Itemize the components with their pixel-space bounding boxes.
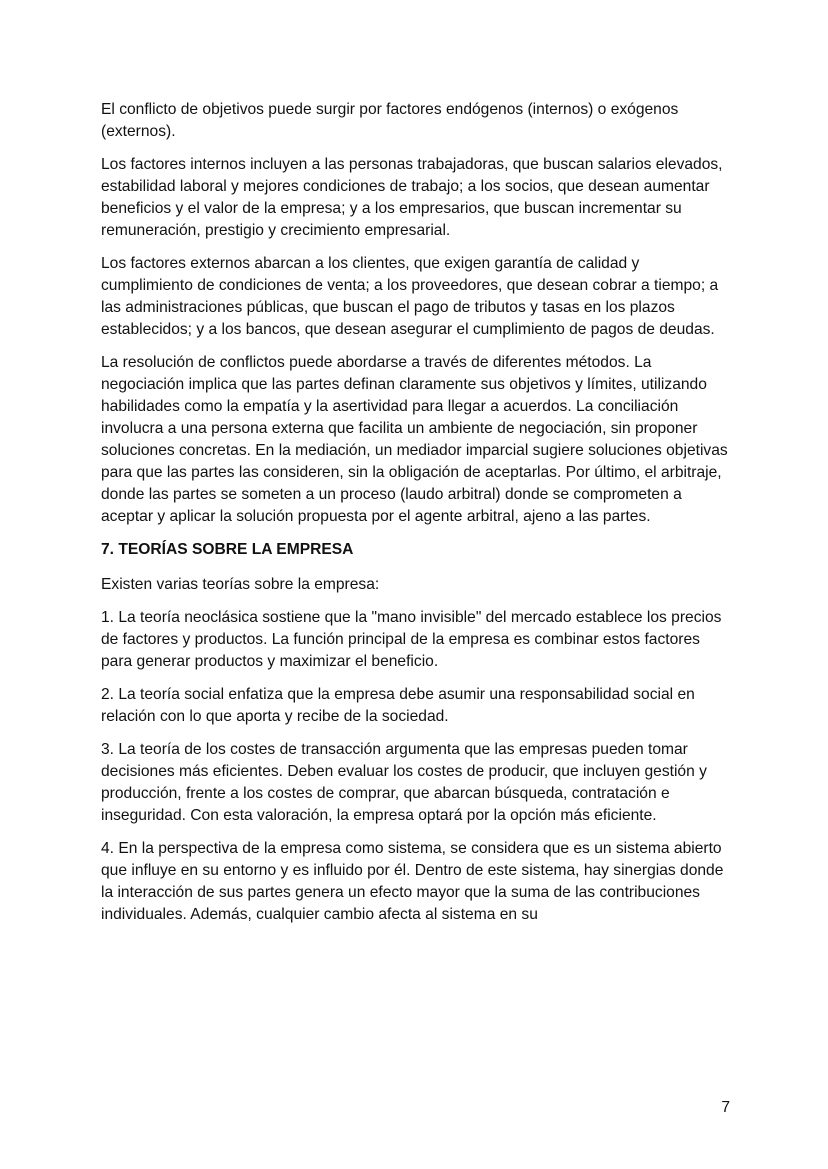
paragraph-internal-factors: Los factores internos incluyen a las personas trabajadoras, que buscan salarios elevados, estabilidad laboral y mejores condiciones de trabajo; a los socios, que desean aumentar beneficios y el valor de la empresa; y a los empresarios, que buscan incrementar su remuneración, prestigio y crecimiento empresarial. (101, 156, 723, 239)
paragraph-theory-system: 4. En la perspectiva de la empresa como sistema, se considera que es un sistema abierto que influye en su entorno y es influido por él. Dentro de este sistema, hay sinergias donde la interacción de sus partes genera un efecto mayor que la suma de las contribuciones individuales. Además, cualquier cambio afecta al sistema en su (101, 840, 724, 923)
paragraph-theories-intro: Existen varias teorías sobre la empresa: (101, 576, 380, 593)
page-content (101, 99, 731, 937)
section-heading: 7. TEORÍAS SOBRE LA EMPRESA (101, 541, 354, 558)
paragraph-external-factors: Los factores externos abarcan a los clientes, que exigen garantía de calidad y cumplimiento de condiciones de venta; a los proveedores, que desean cobrar a tiempo; a las administraciones públicas, que buscan el pago de tributos y tasas en los plazos establecidos; y a los bancos, que desean asegurar el cumplimiento de pagos de deudas. (101, 255, 719, 338)
paragraph-theory-neoclassical: 1. La teoría neoclásica sostiene que la "mano invisible" del mercado establece los precios de factores y productos. La función principal de la empresa es combinar estos factores para generar productos y maximizar el beneficio. (101, 609, 722, 670)
page-number: 7 (721, 1099, 730, 1116)
paragraph-conflict-resolution: La resolución de conflictos puede abordarse a través de diferentes métodos. La negociación implica que las partes definan claramente sus objetivos y límites, utilizando habilidades como la empatía y la asertividad para llegar a acuerdos. La conciliación involucra a una persona externa que facilita un ambiente de negociación, sin proponer soluciones concretas. En la mediación, un mediador imparcial sugiere soluciones objetivas para que las partes las consideren, sin la obligación de aceptarlas. Por último, el arbitraje, donde las partes se someten a un proceso (laudo arbitral) donde se comprometen a aceptar y aplicar la solución propuesta por el agente arbitral, ajeno a las partes. (101, 354, 728, 525)
paragraph-theory-transaction-costs: 3. La teoría de los costes de transacción argumenta que las empresas pueden tomar decisiones más eficientes. Deben evaluar los costes de producir, que incluyen gestión y producción, frente a los costes de comprar, que abarcan búsqueda, contratación e inseguridad. Con esta valoración, la empresa optará por la opción más eficiente. (101, 741, 707, 824)
paragraph-conflict-intro: El conflicto de objetivos puede surgir por factores endógenos (internos) o exógenos (externos). (101, 101, 679, 140)
paragraph-theory-social: 2. La teoría social enfatiza que la empresa debe asumir una responsabilidad social en relación con lo que aporta y recibe de la sociedad. (101, 686, 695, 725)
